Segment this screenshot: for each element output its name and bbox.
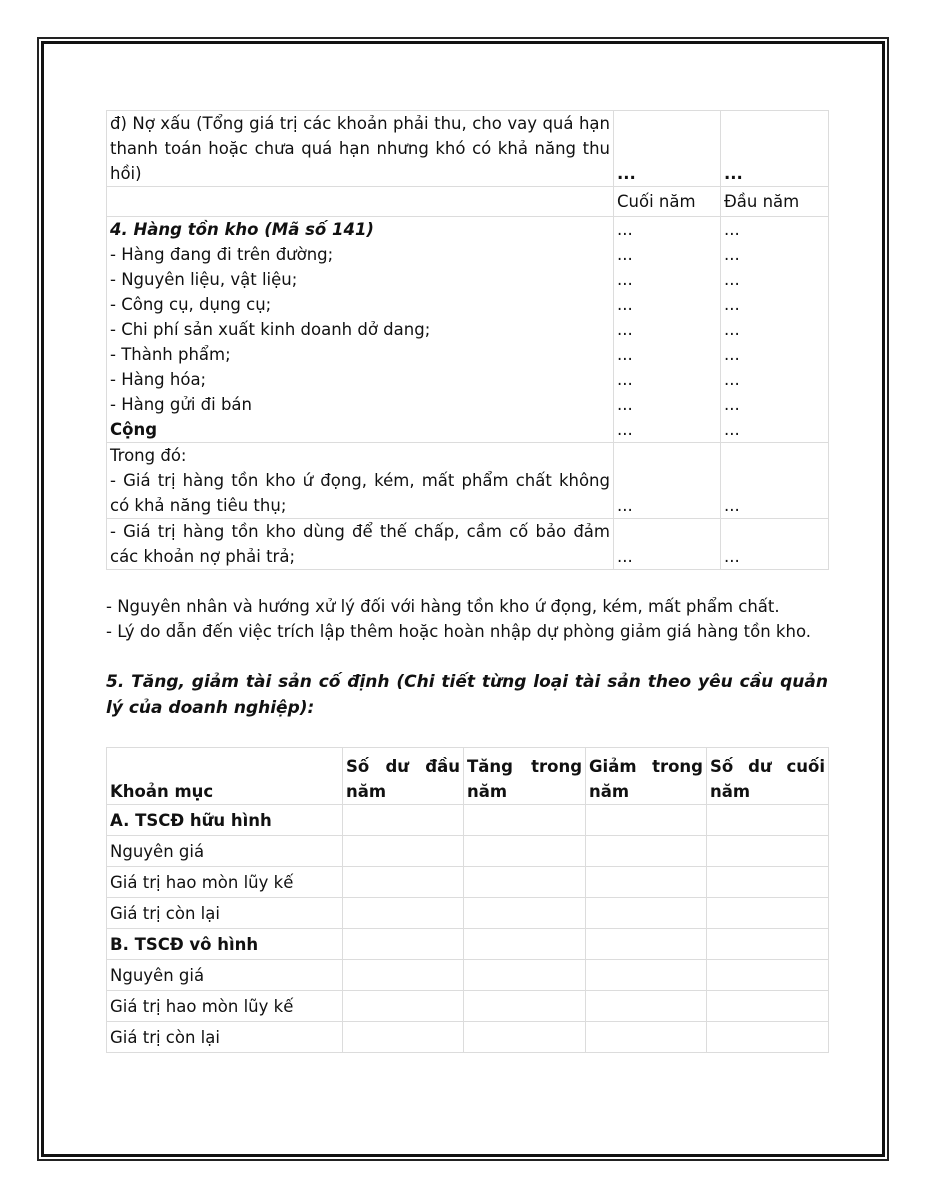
document-content bbox=[106, 110, 828, 1053]
value-placeholder: ... bbox=[617, 270, 633, 289]
table-row bbox=[107, 929, 829, 960]
of-which-item: - Giá trị hàng tồn kho dùng để thế chấp, cầm cố bảo đảm các khoản nợ phải trả; bbox=[107, 519, 614, 570]
table-cell bbox=[464, 805, 586, 836]
table-cell bbox=[707, 898, 829, 929]
value-placeholder: ... bbox=[617, 370, 633, 389]
table-cell bbox=[343, 805, 464, 836]
table-cell bbox=[464, 836, 586, 867]
table-row bbox=[107, 805, 829, 836]
table-header-row bbox=[107, 748, 829, 805]
table-row bbox=[107, 991, 829, 1022]
table-row bbox=[107, 217, 829, 443]
value-placeholder: ... bbox=[614, 519, 721, 570]
value-placeholder: ... bbox=[617, 245, 633, 264]
value-placeholder: ... bbox=[724, 245, 740, 264]
table-cell bbox=[586, 836, 707, 867]
table-cell bbox=[464, 867, 586, 898]
table-cell bbox=[464, 991, 586, 1022]
table-cell bbox=[343, 929, 464, 960]
inventory-block bbox=[107, 217, 614, 443]
bad-debt-begin-value: ... bbox=[721, 111, 829, 187]
header-line: Giảm trong bbox=[589, 757, 703, 776]
header-line: Tăng trong bbox=[467, 757, 582, 776]
inventory-table bbox=[106, 110, 829, 570]
table-cell bbox=[343, 991, 464, 1022]
row-label: Giá trị hao mòn lũy kế bbox=[107, 991, 343, 1022]
section-5-title: 5. Tăng, giảm tài sản cố định (Chi tiết từng loại tài sản theo yêu cầu quản lý của doanh nghiệp): bbox=[106, 672, 828, 718]
table-cell bbox=[343, 960, 464, 991]
inventory-item: - Hàng hóa; bbox=[110, 370, 207, 389]
value-placeholder: ... bbox=[617, 420, 633, 439]
table-row bbox=[107, 443, 829, 519]
value-placeholder: ... bbox=[617, 320, 633, 339]
table-cell bbox=[707, 836, 829, 867]
value-placeholder: ... bbox=[724, 345, 740, 364]
table-cell bbox=[586, 991, 707, 1022]
value-placeholder: ... bbox=[617, 220, 633, 239]
header-line: Số dư cuối bbox=[710, 757, 825, 776]
inventory-title: 4. Hàng tồn kho (Mã số 141) bbox=[110, 220, 374, 239]
table-cell bbox=[586, 867, 707, 898]
table-cell bbox=[707, 867, 829, 898]
table-cell bbox=[707, 929, 829, 960]
value-placeholder: ... bbox=[724, 270, 740, 289]
empty-cell bbox=[107, 187, 614, 217]
header-line: năm bbox=[710, 782, 751, 801]
table-cell bbox=[586, 960, 707, 991]
row-label: Giá trị còn lại bbox=[107, 898, 343, 929]
inventory-item: - Chi phí sản xuất kinh doanh dở dang; bbox=[110, 320, 431, 339]
row-label: Giá trị còn lại bbox=[107, 1022, 343, 1053]
note-line: - Nguyên nhân và hướng xử lý đối với hàng tồn kho ứ đọng, kém, mất phẩm chất. bbox=[106, 597, 780, 616]
bad-debt-end-value: ... bbox=[614, 111, 721, 187]
column-header-end-of-year: Cuối năm bbox=[614, 187, 721, 217]
row-label: Nguyên giá bbox=[107, 836, 343, 867]
table-row bbox=[107, 867, 829, 898]
value-placeholder: ... bbox=[724, 370, 740, 389]
header-line: năm bbox=[346, 782, 387, 801]
of-which-item: - Giá trị hàng tồn kho ứ đọng, kém, mất phẩm chất không có khả năng tiêu thụ; bbox=[110, 471, 610, 515]
table-cell bbox=[464, 929, 586, 960]
of-which-block bbox=[107, 443, 614, 519]
note-line: - Lý do dẫn đến việc trích lập thêm hoặc hoàn nhập dự phòng giảm giá hàng tồn kho. bbox=[106, 622, 811, 641]
value-placeholder: ... bbox=[724, 220, 740, 239]
column-header-increase bbox=[464, 748, 586, 805]
value-placeholder: ... bbox=[724, 295, 740, 314]
table-header-row bbox=[107, 187, 829, 217]
table-cell bbox=[707, 960, 829, 991]
inventory-item: - Công cụ, dụng cụ; bbox=[110, 295, 272, 314]
column-header-beginning-of-year: Đầu năm bbox=[721, 187, 829, 217]
column-header-decrease bbox=[586, 748, 707, 805]
value-placeholder: ... bbox=[614, 443, 721, 519]
row-label: B. TSCĐ vô hình bbox=[107, 929, 343, 960]
table-cell bbox=[343, 836, 464, 867]
value-placeholder: ... bbox=[617, 295, 633, 314]
value-placeholder: ... bbox=[721, 443, 829, 519]
inventory-begin-values bbox=[721, 217, 829, 443]
table-row bbox=[107, 1022, 829, 1053]
row-label: Giá trị hao mòn lũy kế bbox=[107, 867, 343, 898]
value-placeholder: ... bbox=[724, 420, 740, 439]
header-line: năm bbox=[467, 782, 508, 801]
table-row bbox=[107, 111, 829, 187]
table-cell bbox=[464, 898, 586, 929]
table-cell bbox=[586, 898, 707, 929]
value-placeholder: ... bbox=[617, 395, 633, 414]
value-placeholder: ... bbox=[724, 395, 740, 414]
inventory-item: - Nguyên liệu, vật liệu; bbox=[110, 270, 298, 289]
table-cell bbox=[707, 991, 829, 1022]
of-which-label: Trong đó: bbox=[110, 446, 187, 465]
header-line: Số dư đầu bbox=[346, 757, 460, 776]
value-placeholder: ... bbox=[721, 519, 829, 570]
inventory-item: - Hàng đang đi trên đường; bbox=[110, 245, 334, 264]
table-cell bbox=[343, 898, 464, 929]
row-label: A. TSCĐ hữu hình bbox=[107, 805, 343, 836]
table-row bbox=[107, 898, 829, 929]
value-placeholder: ... bbox=[724, 320, 740, 339]
table-cell bbox=[343, 1022, 464, 1053]
value-placeholder: ... bbox=[617, 345, 633, 364]
inventory-end-values bbox=[614, 217, 721, 443]
table-row bbox=[107, 836, 829, 867]
inventory-total-label: Cộng bbox=[110, 420, 158, 439]
table-cell bbox=[586, 805, 707, 836]
table-cell bbox=[707, 1022, 829, 1053]
table-cell bbox=[343, 867, 464, 898]
table-cell bbox=[707, 805, 829, 836]
fixed-assets-table bbox=[106, 747, 829, 1053]
header-line: năm bbox=[589, 782, 630, 801]
column-header-opening-balance bbox=[343, 748, 464, 805]
inventory-item: - Thành phẩm; bbox=[110, 345, 231, 364]
table-cell bbox=[464, 1022, 586, 1053]
table-cell bbox=[464, 960, 586, 991]
notes bbox=[106, 594, 828, 644]
inventory-item: - Hàng gửi đi bán bbox=[110, 395, 252, 414]
table-cell bbox=[586, 929, 707, 960]
column-header-item: Khoản mục bbox=[107, 748, 343, 805]
table-row bbox=[107, 960, 829, 991]
column-header-closing-balance bbox=[707, 748, 829, 805]
table-row bbox=[107, 519, 829, 570]
row-label: Nguyên giá bbox=[107, 960, 343, 991]
bad-debt-label: đ) Nợ xấu (Tổng giá trị các khoản phải thu, cho vay quá hạn thanh toán hoặc chưa quá hạn nhưng khó có khả năng thu hồi) bbox=[107, 111, 614, 187]
table-cell bbox=[586, 1022, 707, 1053]
